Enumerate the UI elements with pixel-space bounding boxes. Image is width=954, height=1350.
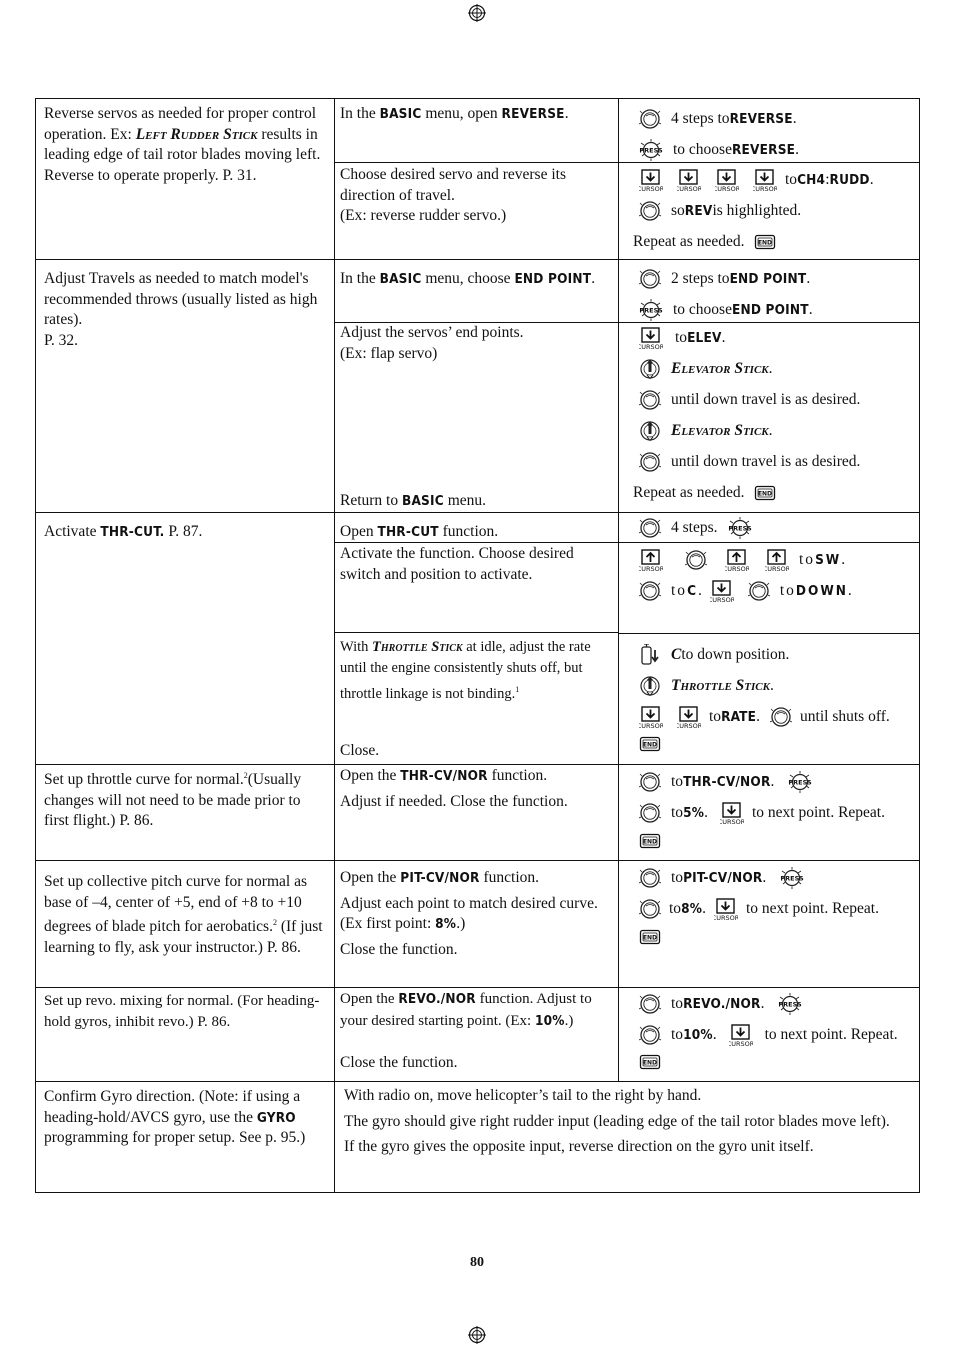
- dial-icon: [639, 451, 663, 475]
- table-row: [36, 861, 920, 988]
- step-cell: Open the PIT-CV/NOR function. Adjust each point to match desired curve. (Ex first point: 8%.) Close the function.: [335, 861, 619, 988]
- registration-mark-icon: [468, 1326, 486, 1344]
- step-cell: In the BASIC menu, open REVERSE. Choose desired servo and reverse its direction of travel. (Ex: reverse rudder servo.): [335, 99, 619, 260]
- dial-icon: [639, 580, 663, 604]
- dial-icon: [639, 1024, 663, 1048]
- step-cell: Open THR-CUT function. Activate the function. Choose desired switch and position to activate. With Throttle Stick at idle, adjust the rate until the engine consistently shuts off, but throttle linkage is not binding.$^1$ Close.: [335, 513, 619, 765]
- task-cell: Confirm Gyro direction. (Note: if using a heading-hold/AVCS gyro, use the GYRO programming for proper setup. See p. 95.): [36, 1082, 335, 1193]
- cursor-down-icon: [729, 1024, 753, 1048]
- action-cell: 2 steps to END POINT . to choose END POINT . to ELEV . Elevator Stick . until down travel is as desired. Elevator Stick . until down travel is as desired. Repeat as needed.: [619, 260, 920, 513]
- press-icon: [728, 517, 754, 541]
- table-row: [36, 1082, 920, 1193]
- action-cell: to REVO./NOR . to 10% . to next point. Repeat.: [619, 988, 920, 1082]
- press-icon: [778, 993, 804, 1017]
- gyro-notes-cell: With radio on, move helicopter’s tail to the right by hand. The gyro should give right rudder input (leading edge of the tail rotor blades move left). If the gyro gives the opposite input, reverse direction on the gyro unit itself.: [335, 1082, 920, 1193]
- table-row: [36, 99, 920, 260]
- dial-icon: [639, 771, 663, 795]
- elevator-stick-icon: [639, 420, 663, 444]
- table-row: [36, 988, 920, 1082]
- page-number: 80: [470, 1255, 484, 1270]
- end-key-icon: [639, 736, 663, 754]
- step-cell: In the BASIC menu, choose END POINT. Adjust the servos’ end points. (Ex: flap servo) Return to BASIC menu.: [335, 260, 619, 513]
- task-cell: Reverse servos as needed for proper control operation. Ex: Left Rudder Stick results in leading edge of tail rotor blades moving left. Reverse to operate properly. P. 31.: [36, 99, 335, 260]
- cursor-down-icon: [753, 169, 777, 193]
- registration-mark-icon: [468, 4, 486, 22]
- dial-icon: [639, 200, 663, 224]
- press-icon: [639, 139, 665, 163]
- table-row: [36, 765, 920, 861]
- end-key-icon: [639, 833, 663, 851]
- action-cell: 4 steps to REVERSE . to choose REVERSE . to CH4 : RUDD . so REV is highlighted. Repeat as needed.: [619, 99, 920, 260]
- press-icon: [780, 867, 806, 891]
- dial-icon: [639, 108, 663, 132]
- dial-icon: [639, 898, 663, 922]
- programming-steps-table: [35, 98, 920, 1193]
- step-cell: Open the THR-CV/NOR function. Adjust if needed. Close the function.: [335, 765, 619, 861]
- cursor-down-icon: [720, 802, 744, 826]
- throttle-stick-icon: [639, 675, 663, 699]
- end-key-icon: [639, 929, 663, 947]
- elevator-stick-icon: [639, 358, 663, 382]
- cursor-down-icon: [714, 898, 738, 922]
- press-icon: [639, 299, 665, 323]
- dial-icon: [639, 802, 663, 826]
- cursor-down-icon: [639, 169, 663, 193]
- cursor-down-icon: [677, 706, 701, 730]
- task-cell: Set up throttle curve for normal.$^2$(Usually changes will not need to be made prior to first flight.) P. 86.: [36, 765, 335, 861]
- dial-icon: [639, 389, 663, 413]
- task-cell: Adjust Travels as needed to match model's recommended throws (usually listed as high rates). P. 32.: [36, 260, 335, 513]
- cursor-down-icon: [639, 327, 663, 351]
- dial-icon: [748, 580, 772, 604]
- end-key-icon: [754, 485, 778, 503]
- dial-icon: [639, 517, 663, 541]
- action-cell: to PIT-CV/NOR . to 8% . to next point. Repeat.: [619, 861, 920, 988]
- task-cell: Set up collective pitch curve for normal as base of –4, center of +5, end of +8 to +10 degrees of blade pitch for aerobatics.$^2$ (If just learning to fly, ask your instructor.) P. 86.: [36, 861, 335, 988]
- action-cell: 4 steps. to SW . to C . to DOWN . C to down position. Throttle Stick . to RATE . until shuts off.: [619, 513, 920, 765]
- table-row: [36, 260, 920, 513]
- table-row: [36, 513, 920, 765]
- task-cell: Activate THR-CUT. P. 87.: [36, 513, 335, 765]
- cursor-down-icon: [710, 580, 734, 604]
- cursor-up-icon: [765, 549, 789, 573]
- cursor-up-icon: [725, 549, 749, 573]
- cursor-up-icon: [639, 549, 663, 573]
- task-cell: Set up revo. mixing for normal. (For heading-hold gyros, inhibit revo.) P. 86.: [36, 988, 335, 1082]
- dial-icon: [685, 549, 709, 573]
- dial-icon: [639, 268, 663, 292]
- end-key-icon: [639, 1054, 663, 1072]
- cursor-down-icon: [639, 706, 663, 730]
- cursor-down-icon: [715, 169, 739, 193]
- dial-icon: [639, 867, 663, 891]
- end-key-icon: [754, 234, 778, 252]
- cursor-down-icon: [677, 169, 701, 193]
- press-icon: [788, 771, 814, 795]
- step-cell: Open the REVO./NOR function. Adjust to your desired starting point. (Ex: 10%.) Close the function.: [335, 988, 619, 1082]
- dial-icon: [639, 993, 663, 1017]
- switch-icon: [639, 644, 663, 668]
- action-cell: to THR-CV/NOR . to 5% . to next point. Repeat.: [619, 765, 920, 861]
- dial-icon: [770, 706, 794, 730]
